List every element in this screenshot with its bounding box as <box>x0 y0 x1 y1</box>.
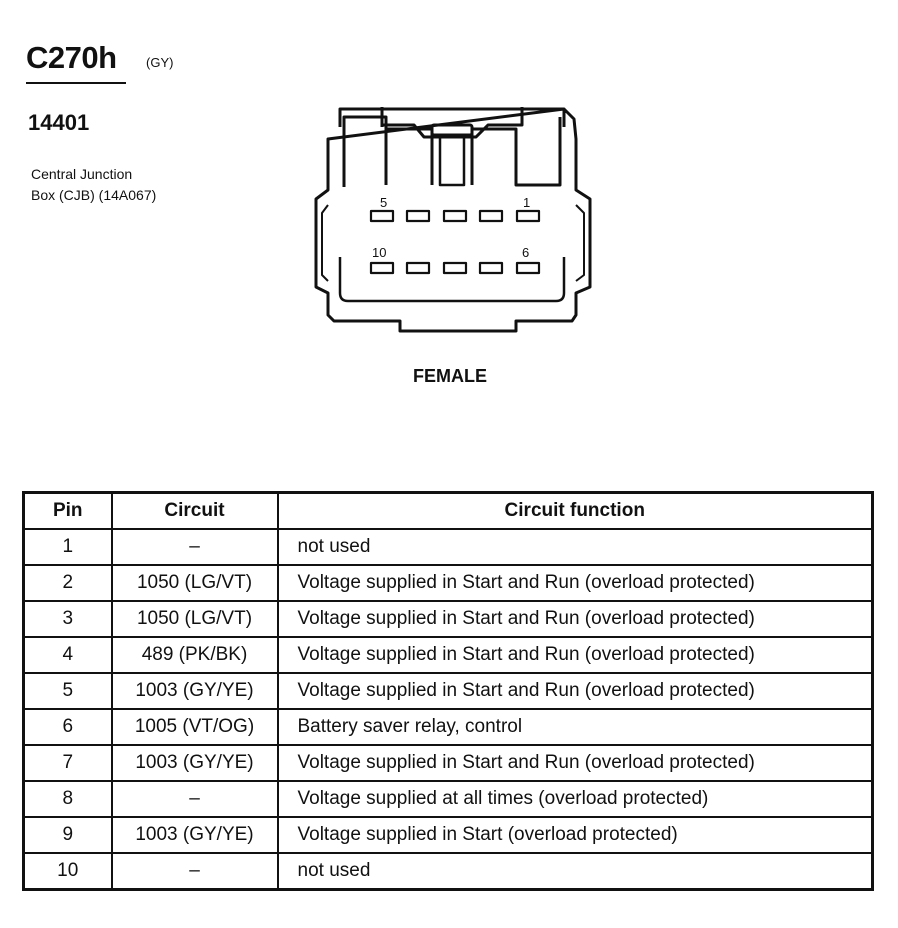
connector-inner-frame <box>344 117 560 187</box>
circuit-function-cell: Voltage supplied in Start and Run (overload protected) <box>278 565 873 601</box>
latch-window <box>432 125 472 135</box>
pin-number-cell: 1 <box>24 529 112 565</box>
side-ridge-right <box>576 205 584 281</box>
circuit-function-cell: Voltage supplied at all times (overload protected) <box>278 781 873 817</box>
component-description <box>31 164 156 206</box>
table-row <box>24 601 873 637</box>
pin-cavity-2 <box>480 211 502 221</box>
circuit-cell: 1003 (GY/YE) <box>112 745 278 781</box>
table-row <box>24 853 873 890</box>
circuit-cell: – <box>112 529 278 565</box>
pin-number-cell: 9 <box>24 817 112 853</box>
connector-face-diagram <box>300 95 600 345</box>
pin-label-6: 6 <box>522 245 530 260</box>
pin-number-cell: 5 <box>24 673 112 709</box>
pin-cavity-5 <box>371 211 393 221</box>
part-number: 14401 <box>28 110 90 135</box>
pin-function-table <box>22 491 874 891</box>
circuit-cell: 1050 (LG/VT) <box>112 601 278 637</box>
connector-gender-label: FEMALE <box>413 366 487 386</box>
pin-cavity-3 <box>444 211 466 221</box>
circuit-function-cell: Battery saver relay, control <box>278 709 873 745</box>
latch-tab <box>440 135 464 185</box>
header-circuit-function: Circuit function <box>278 493 873 530</box>
pin-number-cell: 2 <box>24 565 112 601</box>
pin-cavity-6 <box>517 263 539 273</box>
pin-label-5: 5 <box>380 195 388 210</box>
pin-label-10: 10 <box>372 245 387 260</box>
description-line: Central Junction <box>31 166 133 182</box>
circuit-cell: 1005 (VT/OG) <box>112 709 278 745</box>
pin-cavity-10 <box>371 263 393 273</box>
pin-number-cell: 6 <box>24 709 112 745</box>
circuit-cell: 1003 (GY/YE) <box>112 673 278 709</box>
pin-cavity-1 <box>517 211 539 221</box>
circuit-function-cell: Voltage supplied in Start and Run (overload protected) <box>278 601 873 637</box>
circuit-function-cell: not used <box>278 853 873 890</box>
pin-label-1: 1 <box>523 195 531 210</box>
circuit-cell: – <box>112 853 278 890</box>
pin-cavity-9 <box>407 263 429 273</box>
header-pin: Pin <box>24 493 112 530</box>
pin-number-cell: 3 <box>24 601 112 637</box>
circuit-function-cell: Voltage supplied in Start and Run (overload protected) <box>278 637 873 673</box>
table-row <box>24 565 873 601</box>
description-line: Box (CJB) (14A067) <box>31 187 157 203</box>
connector-color: (GY) <box>146 55 174 70</box>
circuit-function-cell: not used <box>278 529 873 565</box>
circuit-function-cell: Voltage supplied in Start and Run (overload protected) <box>278 673 873 709</box>
connector-id-underline <box>26 82 126 84</box>
pin-cavity-8 <box>444 263 466 273</box>
circuit-function-cell: Voltage supplied in Start (overload protected) <box>278 817 873 853</box>
table-row <box>24 673 873 709</box>
table-row <box>24 745 873 781</box>
pin-number-cell: 7 <box>24 745 112 781</box>
circuit-cell: 489 (PK/BK) <box>112 637 278 673</box>
table-row <box>24 817 873 853</box>
pin-cavity-7 <box>480 263 502 273</box>
table-row <box>24 709 873 745</box>
table-row <box>24 781 873 817</box>
pin-number-cell: 10 <box>24 853 112 890</box>
pin-cavity-4 <box>407 211 429 221</box>
circuit-function-cell: Voltage supplied in Start and Run (overload protected) <box>278 745 873 781</box>
table-row <box>24 637 873 673</box>
side-ridge-left <box>322 205 328 281</box>
circuit-cell: 1050 (LG/VT) <box>112 565 278 601</box>
table-row <box>24 529 873 565</box>
header-circuit: Circuit <box>112 493 278 530</box>
table-header-row <box>24 493 873 530</box>
pin-number-cell: 4 <box>24 637 112 673</box>
circuit-cell: 1003 (GY/YE) <box>112 817 278 853</box>
connector-id: C270h <box>26 40 117 75</box>
circuit-cell: – <box>112 781 278 817</box>
pin-number-cell: 8 <box>24 781 112 817</box>
